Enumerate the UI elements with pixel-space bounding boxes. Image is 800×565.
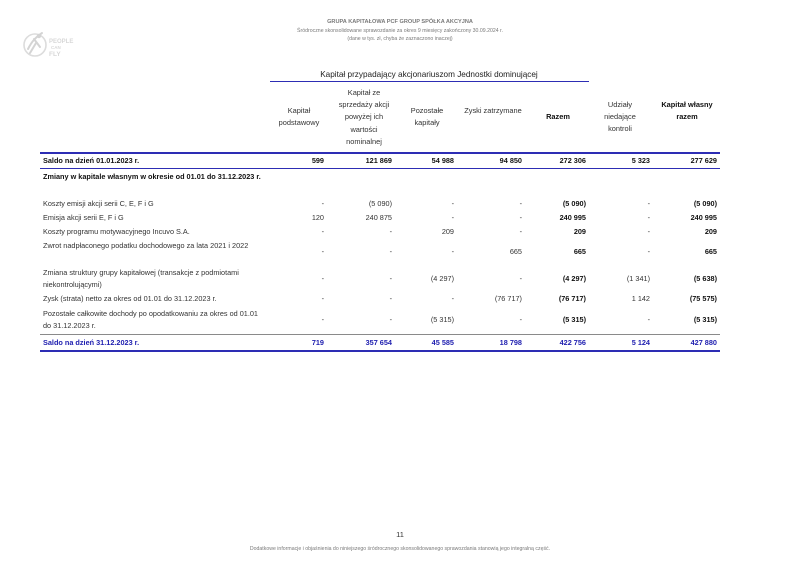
cell: (1 341) (626, 274, 650, 283)
cell: 240 995 (559, 213, 586, 222)
cell: 240 995 (690, 213, 717, 222)
cell: 45 585 (431, 338, 454, 347)
table-bottom-rule (40, 350, 720, 352)
column-header-kapital-wlasny-razem: Kapitał własny razem (661, 100, 713, 122)
table-row (40, 293, 720, 305)
row-label: Zmiana struktury grupy kapitałowej (transakcje z podmiotami niekontrolującymi) (43, 268, 239, 289)
group-heading: Kapitał przypadający akcjonariuszom Jednostki dominującej (320, 70, 538, 79)
cell: (76 717) (558, 294, 586, 303)
cell: 427 880 (690, 338, 717, 347)
people-can-fly-logo-icon (22, 27, 74, 67)
cell: (5 638) (693, 274, 717, 283)
cell: (4 297) (430, 274, 454, 283)
cell: (4 297) (562, 274, 586, 283)
table-row (40, 212, 720, 224)
column-header-zyski-zatrzymane: Zyski zatrzymane (464, 106, 522, 115)
cell: - (389, 315, 392, 324)
cell: 272 306 (559, 156, 586, 165)
row-label: Emisja akcji serii E, F i G (43, 213, 124, 222)
cell: 209 (441, 227, 454, 236)
cell: (5 315) (562, 315, 586, 324)
row-label: Pozostałe całkowite dochody po opodatkowaniu za okres od 01.01 do 31.12.2023 r. (43, 309, 258, 330)
row-label: Koszty emisji akcji serii C, E, F i G (43, 199, 154, 208)
cell: (5 090) (368, 199, 392, 208)
row-label: Zmiany w kapitale własnym w okresie od 01.01 do 31.12.2023 r. (43, 172, 261, 181)
cell: 599 (311, 156, 324, 165)
cell: 719 (311, 338, 324, 347)
column-header-udzialy: Udziały niedające kontroli (604, 100, 636, 134)
cell: - (321, 274, 324, 283)
cell: (76 717) (494, 294, 522, 303)
svg-text:CAN: CAN (51, 45, 61, 50)
cell: - (451, 294, 454, 303)
cell: (75 575) (689, 294, 717, 303)
row-label: Saldo na dzień 31.12.2023 r. (43, 338, 140, 347)
header-units: (dane w tys. zł, chyba że zaznaczono inaczej) (347, 36, 453, 42)
cell: - (451, 199, 454, 208)
cell: - (321, 199, 324, 208)
row-label: Saldo na dzień 01.01.2023 r. (43, 156, 140, 165)
cell: 209 (704, 227, 717, 236)
cell: - (519, 315, 522, 324)
column-header-razem: Razem (546, 112, 570, 121)
cell: 121 869 (365, 156, 392, 165)
cell: - (389, 247, 392, 256)
cell: 665 (704, 247, 717, 256)
cell: 5 124 (631, 338, 650, 347)
row-label: Zwrot nadpłaconego podatku dochodowego za lata 2021 i 2022 (43, 241, 249, 250)
cell: - (647, 213, 650, 222)
cell: (5 315) (693, 315, 717, 324)
header-rule (40, 152, 720, 154)
row-label: Zysk (strata) netto za okres od 01.01 do 31.12.2023 r. (43, 294, 217, 303)
cell: - (389, 227, 392, 236)
row-divider (40, 168, 720, 169)
cell: 422 756 (559, 338, 586, 347)
group-heading-underline (270, 81, 589, 82)
cell: (5 315) (430, 315, 454, 324)
section-heading (40, 171, 720, 197)
cell: - (519, 213, 522, 222)
cell: 1 142 (631, 294, 650, 303)
cell: 94 850 (499, 156, 522, 165)
cell: - (321, 294, 324, 303)
table-row-total (40, 337, 720, 349)
cell: - (647, 227, 650, 236)
header-report: Śródroczne skonsolidowane sprawozdanie za okres 9 miesięcy zakończony 30.09.2024 r. (297, 28, 503, 34)
column-header-kapital-ze-sprzedazy: Kapitał ze sprzedaży akcji powyżej ich wartości nominalnej (338, 88, 390, 146)
table-row (40, 226, 720, 238)
table-row (40, 308, 720, 332)
cell: - (647, 199, 650, 208)
header-company: GRUPA KAPITAŁOWA PCF GROUP SPÓŁKA AKCYJNA (327, 19, 473, 25)
svg-text:PEOPLE: PEOPLE (49, 39, 74, 45)
cell: - (647, 315, 650, 324)
cell: - (321, 315, 324, 324)
cell: 665 (509, 247, 522, 256)
cell: - (389, 274, 392, 283)
cell: (5 090) (693, 199, 717, 208)
cell: - (451, 213, 454, 222)
cell: 120 (311, 213, 324, 222)
cell: 357 654 (365, 338, 392, 347)
table-row (40, 155, 720, 168)
table-row (40, 240, 720, 264)
cell: 18 798 (499, 338, 522, 347)
cell: - (519, 227, 522, 236)
row-divider (40, 334, 720, 335)
column-header-pozostale-kapitaly: Pozostałe kapitały (410, 106, 444, 128)
cell: 54 988 (431, 156, 454, 165)
cell: - (451, 247, 454, 256)
cell: - (389, 294, 392, 303)
cell: 5 323 (631, 156, 650, 165)
table-row (40, 267, 720, 291)
cell: - (519, 274, 522, 283)
cell: - (647, 247, 650, 256)
page-footer: Dodatkowe informacje i objaśnienia do niniejszego śródrocznego skonsolidowanego sprawozdania stanowią jego integralną część. (249, 546, 551, 552)
cell: (5 090) (562, 199, 586, 208)
cell: 240 875 (365, 213, 392, 222)
column-header-kapital-podstawowy: Kapitał podstawowy (278, 106, 320, 128)
cell: - (321, 247, 324, 256)
cell: - (519, 199, 522, 208)
row-label: Koszty programu motywacyjnego Incuvo S.A. (43, 227, 190, 236)
cell: 665 (573, 247, 586, 256)
cell: 209 (573, 227, 586, 236)
cell: - (321, 227, 324, 236)
table-row (40, 198, 720, 210)
svg-text:FLY: FLY (49, 51, 61, 58)
cell: 277 629 (690, 156, 717, 165)
page-number: 11 (396, 530, 404, 539)
